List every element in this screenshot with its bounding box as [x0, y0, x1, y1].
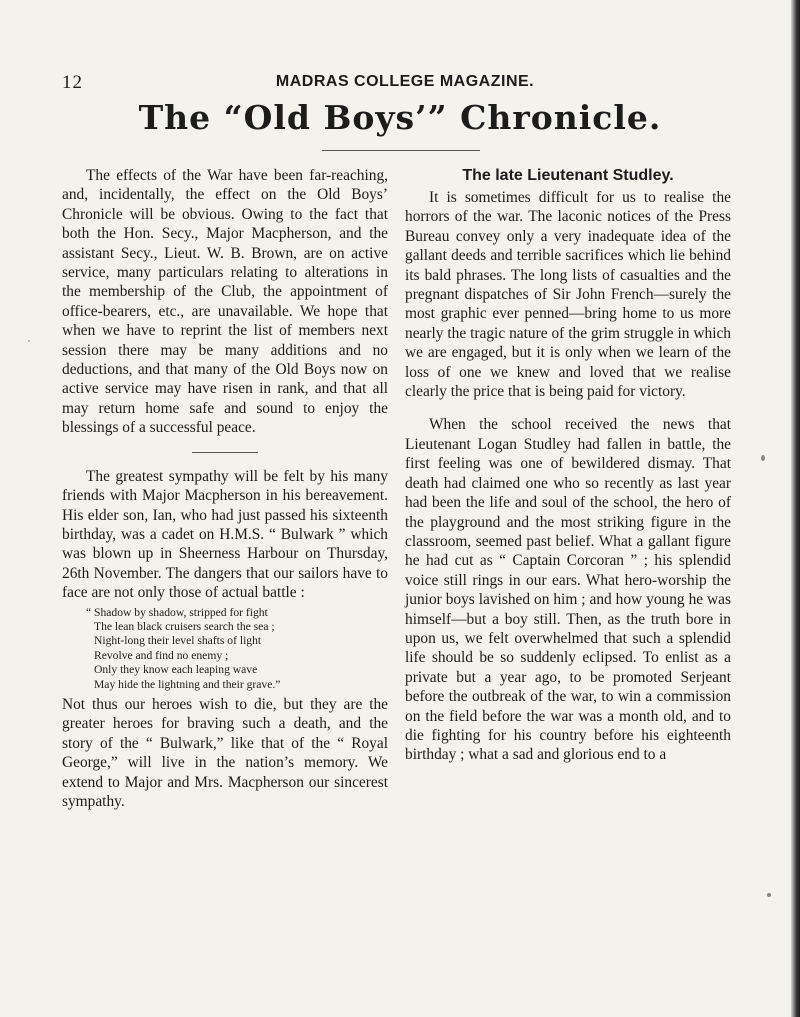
- left-column: [62, 166, 388, 811]
- poem-quote: [86, 606, 388, 692]
- heroes-paragraph: Not thus our heroes wish to die, but they are the greater heroes for braving such a death, and the story of the “ Bulwark,” like that of the “ Royal George,” will live in the nation’s memory. We extend to Major and Mrs. Macpherson our sincerest sympathy.: [62, 695, 388, 810]
- paper-speck: [767, 893, 771, 897]
- poem-line: The lean black cruisers search the sea ;: [94, 619, 275, 633]
- poem-line: Only they know each leaping wave: [94, 663, 258, 677]
- poem-line: Night-long their level shafts of light: [94, 634, 262, 648]
- right-column: [405, 166, 731, 765]
- paper-speck: [761, 455, 765, 461]
- studley-paragraph-2: When the school received the news that Lieutenant Logan Studley had fallen in battle, the first feeling was one of bewildered dismay. That death had claimed one who so recently as last year had been the life and soul of the school, the hero of the playground and the most striking figure in the classroom, seemed past belief. What a gallant figure he had cut as “ Captain Corcoran ” ; his splendid voice still rings in our ears. What hero-worship the junior boys lavished on him ; and how young he was himself—but a boy still. Then, as the truth bore in upon us, we felt overwhelmed that such a splendid life should be so suddenly eclipsed. To enlist as a private but a year ago, to be promoted Serjeant before the outbreak of the war, to win a commission on the field before the war was a month old, and to die fighting for his country before his eighteenth birthday ; what a sad and glorious end to a: [405, 416, 731, 764]
- poem-line: Revolve and find no enemy ;: [94, 648, 229, 662]
- sympathy-paragraph: The greatest sympathy will be felt by his many friends with Major Macpherson in his bereavement. His elder son, Ian, who had just passed his sixteenth birthday, was a cadet on H.M.S. “ Bulwark ” which was blown up in Sheerness Harbour on Thursday, 26th November. The dangers that our sailors have to face are not only those of actual battle :: [62, 467, 388, 602]
- running-head: MADRAS COLLEGE MAGAZINE.: [275, 73, 535, 90]
- section-divider: [192, 452, 258, 453]
- page-edge-shadow: [791, 0, 800, 1017]
- poem-line: May hide the lightning and their grave.”: [94, 677, 281, 691]
- war-effects-paragraph: The effects of the War have been far-reaching, and, incidentally, the effect on the Old Boys’ Chronicle will be obvious. Owing to the fact that both the Hon. Secy., Major Macpherson, and the assistant Secy., Lieut. W. B. Brown, are on active service, many particulars relating to alterations in the membership of the Club, the appointment of office-bearers, etc., are unavailable. We hope that when we have to reprint the list of members next session there may be many additions and no deductions, and that many of the Old Boys now on active service may have risen in rank, and that all may return home safe and sound to enjoy the blessings of a successful peace.: [62, 167, 388, 437]
- section-title: The “Old Boys’” Chronicle.: [138, 98, 662, 137]
- article-heading: The late Lieutenant Studley.: [462, 167, 674, 184]
- poem-line: “ Shadow by shadow, stripped for fight: [86, 605, 268, 619]
- studley-paragraph-1: It is sometimes difficult for us to realise the horrors of the war. The laconic notices of the Press Bureau convey only a very inadequate idea of the gallant deeds and terrible sacrifices which lie behind its bald phrases. The long lists of casualties and the pregnant dispatches of Sir John French—surely the most graphic ever penned—bring home to us more nearly the tragic nature of the grim struggle in which we are engaged, but it is only when we learn of the loss of one we knew and loved that we realise clearly the price that is being paid for victory.: [405, 189, 731, 401]
- paper-speck: [28, 340, 30, 342]
- page-number: 12: [62, 72, 83, 93]
- title-divider: [322, 150, 480, 151]
